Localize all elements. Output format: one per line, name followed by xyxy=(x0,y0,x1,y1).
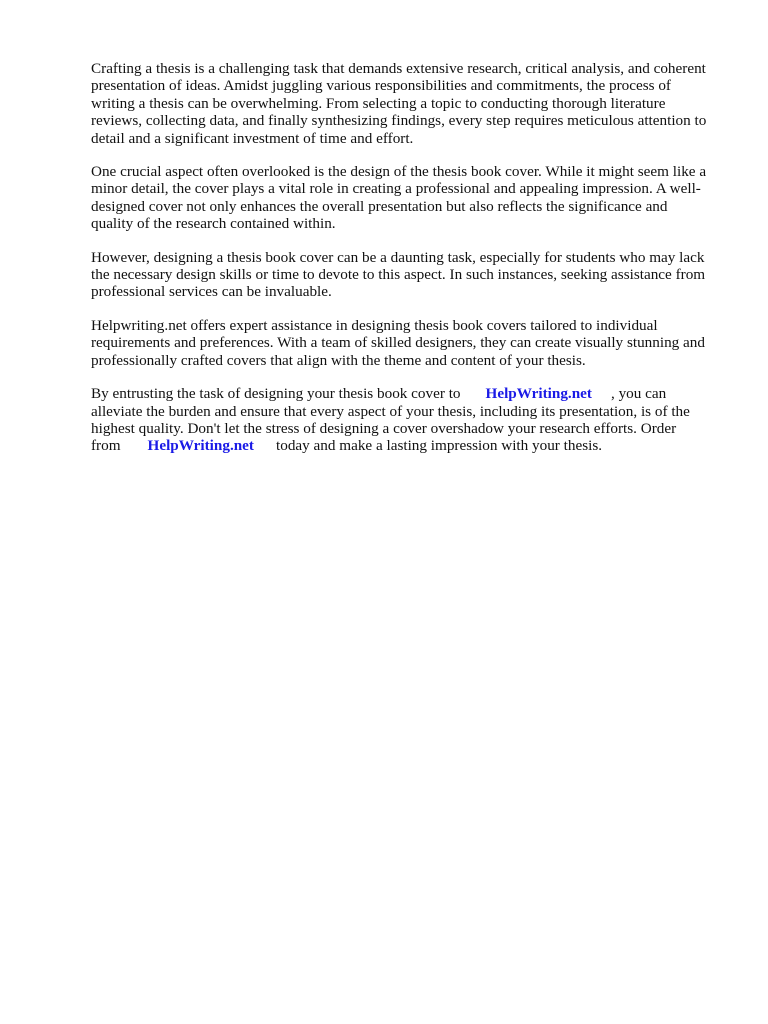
paragraph-text: from xyxy=(91,437,121,455)
paragraph-line: Crafting a thesis is a challenging task that demands extensive research, critical analysis, and coherent xyxy=(91,60,706,77)
paragraph-line: designed cover not only enhances the overall presentation but also reflects the significance and xyxy=(91,197,668,215)
paragraph-text: today and make a lasting impression with your thesis. xyxy=(276,437,603,455)
paragraph-1 xyxy=(91,60,723,147)
paragraph-line: Helpwriting.net offers expert assistance in designing thesis book covers tailored to individual xyxy=(91,316,658,334)
paragraph-text: , you can xyxy=(610,385,667,403)
paragraph-line: professional services can be invaluable. xyxy=(91,283,332,301)
paragraph-line: writing a thesis can be overwhelming. From selecting a topic to conducting thorough literature xyxy=(91,94,666,112)
helpwriting-link[interactable]: HelpWriting.net xyxy=(147,437,254,455)
paragraph-line-with-link xyxy=(91,437,723,454)
paragraph-line-with-link xyxy=(91,385,723,402)
paragraph-line: reviews, collecting data, and finally synthesizing findings, every step requires meticulous attention to xyxy=(91,112,707,130)
paragraph-line: requirements and preferences. With a team of skilled designers, they can create visually stunning and xyxy=(91,334,705,352)
paragraph-line: minor detail, the cover plays a vital role in creating a professional and appealing impression. A well- xyxy=(91,180,701,198)
paragraph-line: detail and a significant investment of time and effort. xyxy=(91,129,414,147)
paragraph-line: However, designing a thesis book cover can be a daunting task, especially for students who may lack xyxy=(91,248,705,266)
paragraph-line: quality of the research contained within. xyxy=(91,215,336,233)
document-page xyxy=(91,60,723,471)
paragraph-text: By entrusting the task of designing your thesis book cover to xyxy=(91,385,461,403)
paragraph-2 xyxy=(91,163,723,233)
paragraph-4 xyxy=(91,317,723,369)
paragraph-5 xyxy=(91,385,723,455)
paragraph-line: One crucial aspect often overlooked is the design of the thesis book cover. While it might seem like a xyxy=(91,163,707,181)
paragraph-line: the necessary design skills or time to devote to this aspect. In such instances, seeking assistance from xyxy=(91,266,706,284)
paragraph-3 xyxy=(91,249,723,301)
paragraph-line: presentation of ideas. Amidst juggling various responsibilities and commitments, the process of xyxy=(91,77,671,95)
paragraph-line: highest quality. Don't let the stress of designing a cover overshadow your research efforts. Order xyxy=(91,419,677,437)
helpwriting-link[interactable]: HelpWriting.net xyxy=(485,385,592,403)
paragraph-line: professionally crafted covers that align with the theme and content of your thesis. xyxy=(91,351,586,369)
paragraph-line: alleviate the burden and ensure that every aspect of your thesis, including its presentation, is of the xyxy=(91,402,690,420)
